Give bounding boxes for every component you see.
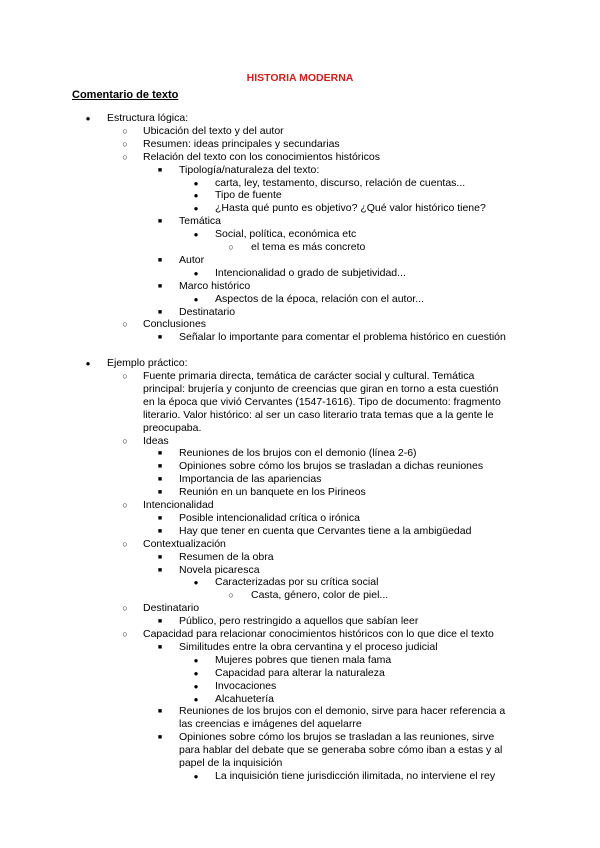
bullet-level-4-icon: ●: [193, 191, 199, 201]
outline-item-text: Reuniones de los brujos con el demonio, sirve para hacer referencia a: [179, 705, 506, 718]
bullet-level-3-icon: ■: [157, 734, 163, 742]
bullet-level-4-icon: ●: [193, 655, 199, 665]
bullet-level-3-icon: ■: [157, 514, 163, 522]
bullet-level-4-icon: ●: [193, 204, 199, 214]
bullet-level-3-icon: ■: [157, 334, 163, 342]
outline-item-text: Señalar lo importante para comentar el problema histórico en cuestión: [179, 331, 506, 344]
outline-item-text: Destinatario: [179, 305, 236, 318]
outline-item-text: Invocaciones: [215, 679, 277, 692]
bullet-level-4-icon: ●: [193, 578, 199, 588]
outline-item-text: Resumen: ideas principales y secundarias: [143, 137, 340, 150]
bullet-level-4-icon: ●: [193, 771, 199, 781]
bullet-level-2-icon: ○: [122, 138, 128, 149]
bullet-level-4-icon: ●: [193, 178, 199, 188]
bullet-level-2-icon: ○: [122, 371, 128, 381]
outline-item-text: Ejemplo práctico:: [107, 357, 188, 370]
outline-item-text: en la época que vivió Cervantes (1547-1616). Tipo de documento: fragmento: [143, 395, 501, 408]
bullet-level-3-icon: ■: [157, 282, 163, 290]
outline-item-text: Novela picaresca: [179, 563, 260, 576]
outline-item-text: principal: brujería y conjunto de creencias que giran en torno a esta cuestión: [143, 382, 499, 395]
outline-item-text: Importancia de las apariencias: [179, 473, 322, 486]
outline-item-text: Conclusiones: [143, 318, 207, 331]
bullet-level-3-icon: ■: [157, 256, 163, 264]
outline-item-text: La inquisición tiene jurisdicción ilimitada, no interviene el rey: [215, 769, 496, 782]
outline-item-text: Tipología/naturaleza del texto:: [179, 163, 320, 176]
outline-item-text: Similitudes entre la obra cervantina y el proceso judicial: [179, 640, 438, 653]
bullet-level-4-icon: ●: [193, 230, 199, 240]
outline-item-text: Intencionalidad: [143, 499, 214, 511]
bullet-level-3-icon: ■: [157, 166, 163, 174]
bullet-level-3-icon: ■: [157, 218, 163, 226]
bullet-level-2-icon: ○: [122, 151, 128, 162]
outline-item-text: ¿Hasta qué punto es objetivo? ¿Qué valor histórico tiene?: [215, 202, 486, 215]
bullet-level-3-icon: ■: [157, 450, 163, 458]
bullet-level-1-icon: ●: [85, 359, 91, 369]
bullet-level-4-icon: ●: [193, 668, 199, 678]
outline-item-text: carta, ley, testamento, discurso, relación de cuentas...: [215, 176, 466, 189]
bullet-level-4-icon: ●: [193, 694, 199, 704]
document-title: HISTORIA MODERNA: [246, 72, 354, 84]
outline-item-text: Marco histórico: [179, 279, 251, 292]
bullet-level-2-icon: ○: [122, 538, 128, 549]
bullet-level-2-icon: ○: [122, 500, 128, 510]
outline-item-text: Alcahuetería: [215, 692, 274, 705]
outline-item-text: Fuente primaria directa, temática de carácter social y cultural. Temática: [143, 370, 475, 382]
bullet-level-3-icon: ■: [157, 489, 163, 497]
bullet-level-3-icon: ■: [157, 708, 163, 716]
outline-item-text: Reuniones de los brujos con el demonio (línea 2-6): [179, 447, 417, 460]
outline-item-text: Temática: [179, 215, 222, 228]
outline-item-text: Tipo de fuente: [215, 189, 282, 202]
bullet-level-2-icon: ○: [122, 319, 128, 330]
bullet-level-5-icon: ○: [228, 242, 234, 252]
outline-item-text: Contextualización: [143, 537, 226, 550]
outline-item-text: Resumen de la obra: [179, 550, 274, 563]
outline-item-text: Intencionalidad o grado de subjetividad...: [215, 266, 406, 279]
bullet-level-2-icon: ○: [122, 603, 128, 614]
bullet-level-2-icon: ○: [122, 435, 128, 446]
outline-item-text: Público, pero restringido a aquellos que sabían leer: [179, 615, 419, 628]
bullet-level-1-icon: ●: [85, 114, 91, 123]
bullet-level-4-icon: ●: [193, 294, 199, 304]
outline-item-text: Caracterizadas por su crítica social: [215, 576, 379, 589]
outline-item-text: Posible intencionalidad crítica o irónica: [179, 511, 360, 524]
outline-item-text: Capacidad para relacionar conocimientos históricos con lo que dice el texto: [143, 628, 494, 640]
bullet-level-3-icon: ■: [157, 566, 163, 574]
outline-item-text: Destinatario: [143, 602, 200, 615]
outline-item-text: Opiniones sobre cómo los brujos se trasladan a las reuniones, sirve: [179, 731, 495, 744]
outline-item-text: Casta, género, color de piel...: [251, 589, 389, 602]
bullet-level-3-icon: ■: [157, 618, 163, 626]
outline-item-text: Ubicación del texto y del autor: [143, 124, 284, 137]
outline-item-text: Opiniones sobre cómo los brujos se trasladan a dichas reuniones: [179, 460, 484, 473]
outline-item-text: el tema es más concreto: [251, 241, 366, 253]
outline-item-text: Hay que tener en cuenta que Cervantes tiene a la ambigüedad: [179, 524, 472, 537]
bullet-level-3-icon: ■: [157, 553, 163, 561]
bullet-level-3-icon: ■: [157, 643, 163, 651]
outline-item-text: Autor: [179, 253, 205, 266]
outline-item-text: Reunión en un banquete en los Pirineos: [179, 486, 366, 499]
bullet-level-3-icon: ■: [157, 527, 163, 535]
outline-item-text: Relación del texto con los conocimientos históricos: [143, 150, 380, 163]
bullet-level-3-icon: ■: [157, 463, 163, 471]
outline-item-text: Mujeres pobres que tienen mala fama: [215, 653, 392, 666]
outline-item-text: papel de la inquisición: [179, 757, 283, 769]
outline-item-text: Estructura lógica:: [107, 112, 189, 124]
outline-item-text: Social, política, económica etc: [215, 228, 357, 241]
bullet-level-5-icon: ○: [228, 590, 234, 601]
bullet-level-2-icon: ○: [122, 125, 128, 136]
bullet-level-4-icon: ●: [193, 681, 199, 691]
outline-item-text: literario. Valor histórico: al ser un caso literario trata temas que a la gente le: [143, 408, 494, 421]
outline-item-text: Aspectos de la época, relación con el autor...: [215, 292, 424, 305]
bullet-level-3-icon: ■: [157, 308, 163, 316]
bullet-level-3-icon: ■: [157, 476, 163, 484]
outline-item-text: preocupaba.: [143, 421, 202, 434]
outline-item-text: para hablar del debate que se generaba sobre cómo iban a estas y al: [179, 744, 503, 757]
bullet-level-2-icon: ○: [122, 629, 128, 639]
outline-item-text: las creencias e imágenes del aquelarre: [179, 718, 362, 731]
outline-item-text: Capacidad para alterar la naturaleza: [215, 666, 385, 679]
bullet-level-4-icon: ●: [193, 268, 199, 278]
outline-item-text: Ideas: [143, 434, 169, 447]
section-heading: Comentario de texto: [72, 89, 179, 101]
